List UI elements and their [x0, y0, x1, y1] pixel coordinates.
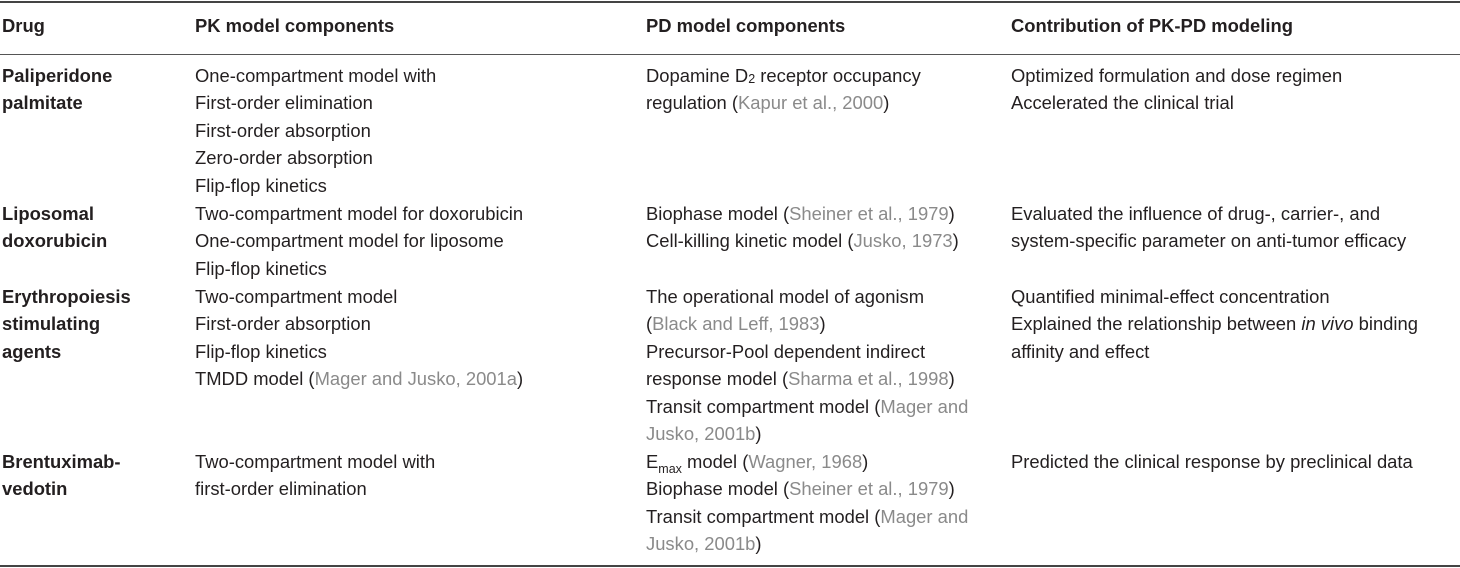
header-pd-components: PD model components: [646, 15, 846, 36]
pd-line: [646, 475, 968, 502]
table-row-brentuximab-drug: [2, 448, 121, 503]
pd-text: ): [755, 423, 762, 445]
citation-link[interactable]: Black and Leff, 1983: [652, 313, 820, 335]
pk-line: first-order elimination: [195, 478, 367, 500]
pd-text: Biophase model (: [646, 478, 790, 500]
pd-text: model (: [681, 451, 749, 472]
subscript: max: [658, 462, 682, 476]
pd-text: Transit compartment model (: [646, 395, 881, 417]
pk-line: Two-compartment model: [195, 286, 398, 307]
drug-name-line: Brentuximab-: [2, 451, 121, 472]
drug-name-line: Erythropoiesis: [2, 286, 131, 307]
citation-link[interactable]: Sheiner et al., 1979: [789, 203, 949, 224]
pk-line: First-order elimination: [195, 92, 373, 114]
drug-name-line: palmitate: [2, 92, 83, 114]
contribution-line: Predicted the clinical response by preclinical data: [1011, 451, 1413, 472]
table-row-brentuximab-pk: [195, 448, 435, 503]
pd-line: [646, 62, 921, 89]
citation-link[interactable]: Wagner, 1968: [748, 451, 863, 472]
pd-line: [646, 89, 921, 116]
pd-text: ): [948, 478, 955, 500]
contribution-line: system-specific parameter on anti-tumor efficacy: [1011, 230, 1407, 252]
pd-text: ): [862, 451, 869, 472]
pd-text: response model (: [646, 368, 789, 390]
table-bottom-rule: [0, 565, 1460, 567]
table-row-liposomal-drug: [2, 200, 107, 255]
table-row-esa-pk: [195, 283, 523, 393]
pk-line: First-order absorption: [195, 313, 371, 335]
pk-line: One-compartment model with: [195, 65, 437, 86]
pk-line: One-compartment model for liposome: [195, 230, 504, 252]
pd-text: regulation (: [646, 92, 739, 114]
pd-text: (: [646, 313, 653, 335]
pd-line: [646, 365, 968, 392]
citation-link[interactable]: Mager and Jusko, 2001a: [314, 368, 517, 390]
header-drug: Drug: [2, 15, 45, 36]
contribution-line: Evaluated the influence of drug-, carrier-, and: [1011, 203, 1381, 224]
table-row-esa-drug: [2, 283, 131, 365]
pd-text: ): [948, 203, 955, 224]
drug-name-line: Liposomal: [2, 203, 94, 224]
pd-line: The operational model of agonism: [646, 286, 925, 307]
table-row-liposomal-contribution: [1011, 200, 1406, 255]
pd-line: [646, 530, 968, 557]
pd-text: ): [948, 368, 955, 390]
contribution-line: Quantified minimal-effect concentration: [1011, 286, 1330, 307]
pd-line: [646, 420, 968, 447]
contribution-line: [1011, 310, 1418, 337]
italic-term: in vivo: [1301, 313, 1354, 335]
pd-line: Precursor-Pool dependent indirect: [646, 340, 926, 362]
pd-text: ): [819, 313, 826, 335]
citation-link[interactable]: Jusko, 2001b: [646, 533, 756, 555]
contribution-line: affinity and effect: [1011, 340, 1150, 362]
pd-text: ): [883, 92, 890, 114]
pk-line: Two-compartment model for doxorubicin: [195, 203, 524, 224]
header-pk-components: PK model components: [195, 15, 395, 36]
citation-link[interactable]: Jusko, 2001b: [646, 423, 756, 445]
contribution-text: Explained the relationship between: [1011, 313, 1302, 335]
pk-text: ): [517, 368, 524, 390]
pd-line: [646, 503, 968, 530]
pd-text: ): [952, 230, 959, 252]
pd-text: receptor occupancy: [755, 65, 921, 86]
table-row-brentuximab-pd: [646, 448, 968, 558]
subscript: 2: [748, 72, 756, 86]
citation-link[interactable]: Sharma et al., 1998: [788, 368, 949, 390]
pk-line: Flip-flop kinetics: [195, 257, 327, 279]
table-row-liposomal-pd: [646, 200, 959, 255]
drug-name-line: stimulating: [2, 313, 101, 335]
citation-link[interactable]: Mager and: [880, 505, 969, 527]
pd-text: E: [646, 451, 659, 472]
pk-line: Two-compartment model with: [195, 451, 436, 472]
pk-text: TMDD model (: [195, 368, 315, 390]
table-row-paliperidone-contribution: [1011, 62, 1342, 117]
table-row-paliperidone-pd: [646, 62, 921, 117]
citation-link[interactable]: Kapur et al., 2000: [738, 92, 884, 114]
citation-link[interactable]: Mager and: [880, 395, 969, 417]
pk-line: First-order absorption: [195, 119, 371, 141]
pd-line: [646, 200, 959, 227]
pd-line: [646, 310, 968, 337]
drug-name-line: doxorubicin: [2, 230, 108, 252]
table-top-rule: [0, 1, 1460, 3]
pk-line: Flip-flop kinetics: [195, 174, 327, 196]
citation-link[interactable]: Jusko, 1973: [853, 230, 953, 252]
pk-line: [195, 365, 523, 392]
drug-name-line: agents: [2, 340, 62, 362]
pd-text: Cell-killing kinetic model (: [646, 230, 854, 252]
pd-text: ): [755, 533, 762, 555]
table-row-esa-contribution: [1011, 283, 1418, 365]
contribution-line: Optimized formulation and dose regimen: [1011, 65, 1343, 86]
pd-line: [646, 448, 968, 475]
citation-link[interactable]: Sheiner et al., 1979: [789, 478, 949, 500]
table-row-paliperidone-pk: [195, 62, 436, 199]
table-row-paliperidone-drug: [2, 62, 112, 117]
pk-line: Zero-order absorption: [195, 147, 373, 169]
header-contribution: Contribution of PK-PD modeling: [1011, 15, 1293, 36]
drug-name-line: vedotin: [2, 478, 68, 500]
contribution-line: Accelerated the clinical trial: [1011, 92, 1234, 114]
pd-text: Dopamine D: [646, 65, 749, 86]
pd-text: Transit compartment model (: [646, 505, 881, 527]
pd-text: Biophase model (: [646, 203, 790, 224]
table-header-rule: [0, 54, 1460, 55]
table-row-esa-pd: [646, 283, 968, 447]
pk-line: Flip-flop kinetics: [195, 340, 327, 362]
pd-line: [646, 393, 968, 420]
table-row-brentuximab-contribution: [1011, 448, 1413, 475]
drug-name-line: Paliperidone: [2, 65, 113, 86]
pd-line: [646, 227, 959, 254]
contribution-text: binding: [1353, 313, 1418, 335]
table-row-liposomal-pk: [195, 200, 523, 282]
